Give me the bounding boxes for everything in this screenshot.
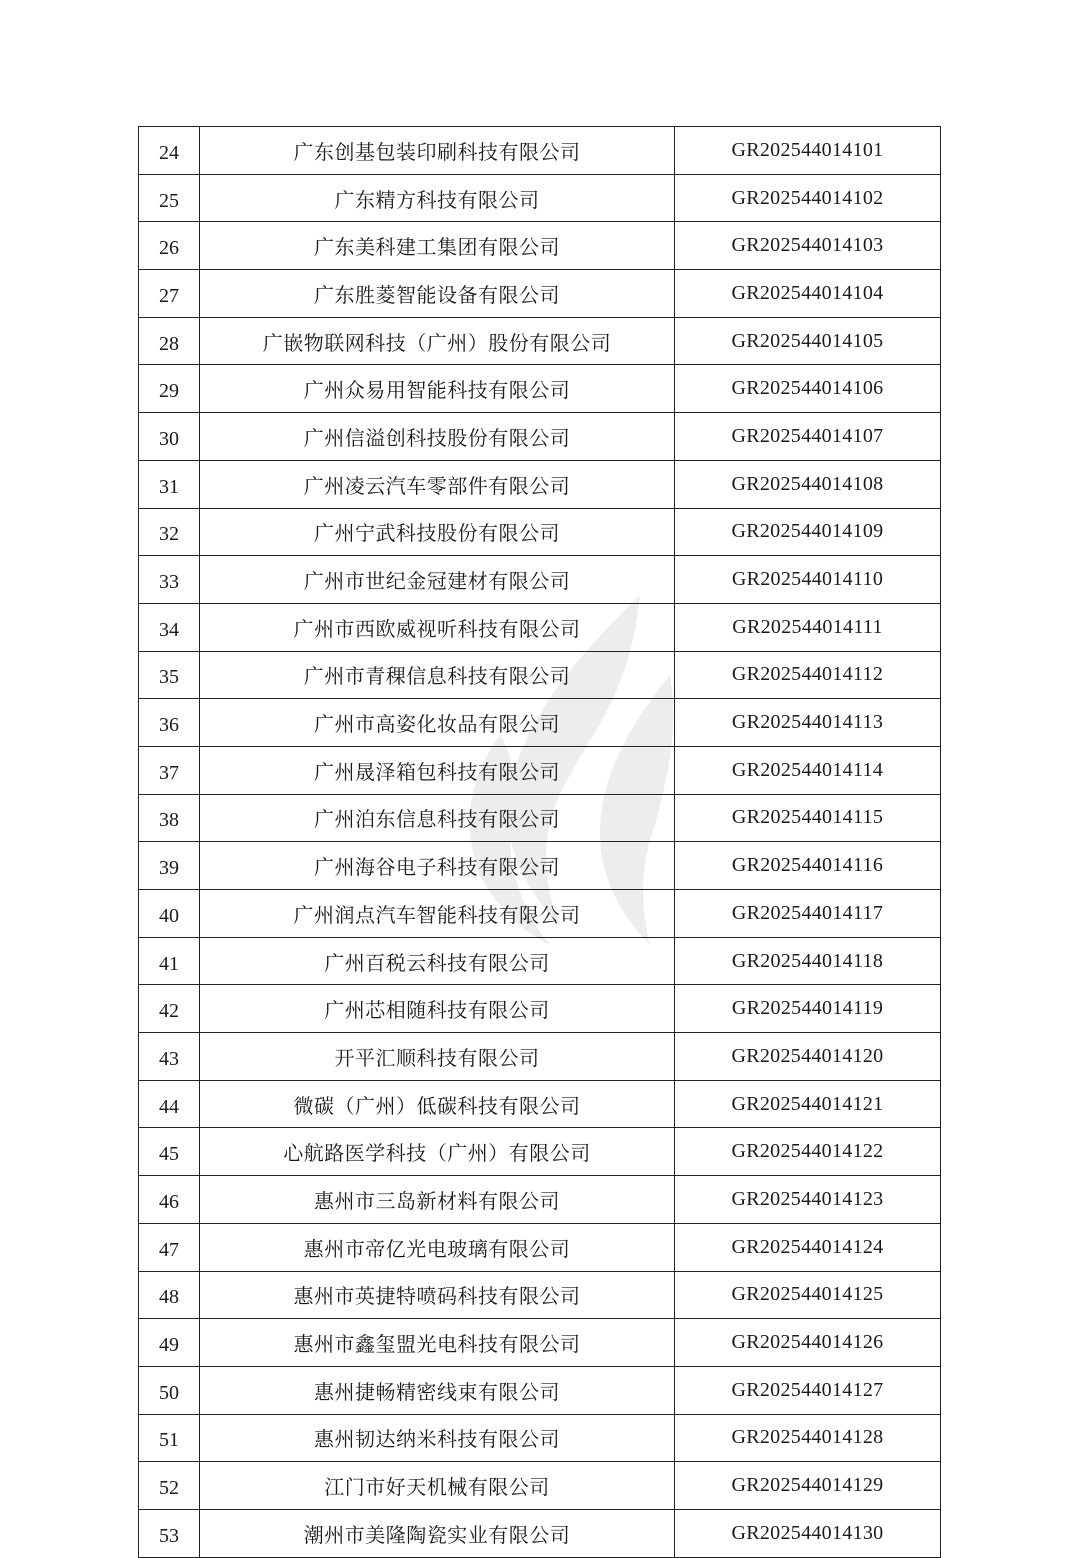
certificate-number-cell: GR202544014108 <box>675 460 941 508</box>
certificate-number-cell: GR202544014112 <box>675 651 941 699</box>
company-name-cell: 广东美科建工集团有限公司 <box>200 222 675 270</box>
row-number-cell: 53 <box>139 1509 200 1557</box>
table-row <box>139 270 941 318</box>
certificate-number-cell: GR202544014122 <box>675 1128 941 1176</box>
table-row <box>139 1271 941 1319</box>
row-number-cell: 33 <box>139 556 200 604</box>
certificate-number-cell: GR202544014104 <box>675 270 941 318</box>
certificate-number-cell: GR202544014106 <box>675 365 941 413</box>
row-number-cell: 36 <box>139 699 200 747</box>
table-row <box>139 365 941 413</box>
company-name-cell: 广州润点汽车智能科技有限公司 <box>200 890 675 938</box>
company-name-cell: 广州市高姿化妆品有限公司 <box>200 699 675 747</box>
row-number-cell: 41 <box>139 937 200 985</box>
company-name-cell: 广州宁武科技股份有限公司 <box>200 508 675 556</box>
row-number-cell: 48 <box>139 1271 200 1319</box>
table-row <box>139 651 941 699</box>
row-number-cell: 45 <box>139 1128 200 1176</box>
company-name-cell: 广州市世纪金冠建材有限公司 <box>200 556 675 604</box>
company-name-cell: 广州凌云汽车零部件有限公司 <box>200 460 675 508</box>
row-number-cell: 27 <box>139 270 200 318</box>
row-number-cell: 46 <box>139 1176 200 1224</box>
certificate-number-cell: GR202544014109 <box>675 508 941 556</box>
table-row <box>139 699 941 747</box>
company-name-cell: 微碳（广州）低碳科技有限公司 <box>200 1080 675 1128</box>
table-row <box>139 1128 941 1176</box>
company-name-cell: 广州信溢创科技股份有限公司 <box>200 413 675 461</box>
certificate-number-cell: GR202544014123 <box>675 1176 941 1224</box>
row-number-cell: 42 <box>139 985 200 1033</box>
row-number-cell: 35 <box>139 651 200 699</box>
company-name-cell: 广东精方科技有限公司 <box>200 174 675 222</box>
certificate-number-cell: GR202544014117 <box>675 890 941 938</box>
company-name-cell: 广东胜菱智能设备有限公司 <box>200 270 675 318</box>
table-row <box>139 1462 941 1510</box>
company-name-cell: 广州海谷电子科技有限公司 <box>200 842 675 890</box>
table-row <box>139 222 941 270</box>
certificate-number-cell: GR202544014121 <box>675 1080 941 1128</box>
company-name-cell: 惠州捷畅精密线束有限公司 <box>200 1366 675 1414</box>
company-name-cell: 广州市西欧威视听科技有限公司 <box>200 603 675 651</box>
table-row <box>139 794 941 842</box>
table-row <box>139 1080 941 1128</box>
company-name-cell: 惠州市鑫玺盟光电科技有限公司 <box>200 1319 675 1367</box>
row-number-cell: 32 <box>139 508 200 556</box>
certificate-number-cell: GR202544014127 <box>675 1366 941 1414</box>
certificate-number-cell: GR202544014120 <box>675 1033 941 1081</box>
table-row <box>139 556 941 604</box>
row-number-cell: 43 <box>139 1033 200 1081</box>
certificate-number-cell: GR202544014103 <box>675 222 941 270</box>
company-name-cell: 惠州市三岛新材料有限公司 <box>200 1176 675 1224</box>
table-row <box>139 1176 941 1224</box>
row-number-cell: 49 <box>139 1319 200 1367</box>
row-number-cell: 25 <box>139 174 200 222</box>
company-name-cell: 惠州市英捷特喷码科技有限公司 <box>200 1271 675 1319</box>
company-name-cell: 心航路医学科技（广州）有限公司 <box>200 1128 675 1176</box>
table-row <box>139 985 941 1033</box>
company-name-cell: 广州市青稞信息科技有限公司 <box>200 651 675 699</box>
certificate-number-cell: GR202544014102 <box>675 174 941 222</box>
row-number-cell: 50 <box>139 1366 200 1414</box>
table-row <box>139 746 941 794</box>
certificate-number-cell: GR202544014130 <box>675 1509 941 1557</box>
row-number-cell: 28 <box>139 317 200 365</box>
table-row <box>139 1366 941 1414</box>
table-row <box>139 1319 941 1367</box>
certificate-number-cell: GR202544014126 <box>675 1319 941 1367</box>
certificate-number-cell: GR202544014114 <box>675 746 941 794</box>
row-number-cell: 24 <box>139 127 200 175</box>
row-number-cell: 38 <box>139 794 200 842</box>
company-name-cell: 广州众易用智能科技有限公司 <box>200 365 675 413</box>
table-body <box>139 127 941 1558</box>
row-number-cell: 44 <box>139 1080 200 1128</box>
table-row <box>139 317 941 365</box>
table-row <box>139 890 941 938</box>
certificate-number-cell: GR202544014115 <box>675 794 941 842</box>
row-number-cell: 26 <box>139 222 200 270</box>
row-number-cell: 52 <box>139 1462 200 1510</box>
row-number-cell: 39 <box>139 842 200 890</box>
company-name-cell: 广州芯相随科技有限公司 <box>200 985 675 1033</box>
certificate-number-cell: GR202544014107 <box>675 413 941 461</box>
table-row <box>139 603 941 651</box>
certificate-number-cell: GR202544014119 <box>675 985 941 1033</box>
company-name-cell: 广东创基包装印刷科技有限公司 <box>200 127 675 175</box>
company-name-cell: 惠州韧达纳米科技有限公司 <box>200 1414 675 1462</box>
certificate-number-cell: GR202544014118 <box>675 937 941 985</box>
company-name-cell: 广嵌物联网科技（广州）股份有限公司 <box>200 317 675 365</box>
row-number-cell: 51 <box>139 1414 200 1462</box>
row-number-cell: 40 <box>139 890 200 938</box>
certificate-number-cell: GR202544014110 <box>675 556 941 604</box>
table-row <box>139 413 941 461</box>
certificate-number-cell: GR202544014113 <box>675 699 941 747</box>
row-number-cell: 47 <box>139 1223 200 1271</box>
table-row <box>139 127 941 175</box>
certificate-number-cell: GR202544014105 <box>675 317 941 365</box>
row-number-cell: 34 <box>139 603 200 651</box>
company-name-cell: 惠州市帝亿光电玻璃有限公司 <box>200 1223 675 1271</box>
certificate-number-cell: GR202544014125 <box>675 1271 941 1319</box>
table-row <box>139 460 941 508</box>
row-number-cell: 31 <box>139 460 200 508</box>
company-name-cell: 广州泊东信息科技有限公司 <box>200 794 675 842</box>
certificate-number-cell: GR202544014128 <box>675 1414 941 1462</box>
company-name-cell: 广州百税云科技有限公司 <box>200 937 675 985</box>
table-row <box>139 1509 941 1557</box>
certificate-number-cell: GR202544014129 <box>675 1462 941 1510</box>
company-name-cell: 开平汇顺科技有限公司 <box>200 1033 675 1081</box>
table-row <box>139 842 941 890</box>
table-row <box>139 937 941 985</box>
company-name-cell: 广州晟泽箱包科技有限公司 <box>200 746 675 794</box>
table-row <box>139 1033 941 1081</box>
table-row <box>139 1223 941 1271</box>
table-row <box>139 174 941 222</box>
company-name-cell: 江门市好天机械有限公司 <box>200 1462 675 1510</box>
table-row <box>139 508 941 556</box>
certificate-number-cell: GR202544014116 <box>675 842 941 890</box>
row-number-cell: 30 <box>139 413 200 461</box>
certificate-number-cell: GR202544014111 <box>675 603 941 651</box>
certificate-number-cell: GR202544014101 <box>675 127 941 175</box>
company-name-cell: 潮州市美隆陶瓷实业有限公司 <box>200 1509 675 1557</box>
table-row <box>139 1414 941 1462</box>
row-number-cell: 29 <box>139 365 200 413</box>
row-number-cell: 37 <box>139 746 200 794</box>
certificate-number-cell: GR202544014124 <box>675 1223 941 1271</box>
enterprise-list-table <box>138 126 941 1558</box>
